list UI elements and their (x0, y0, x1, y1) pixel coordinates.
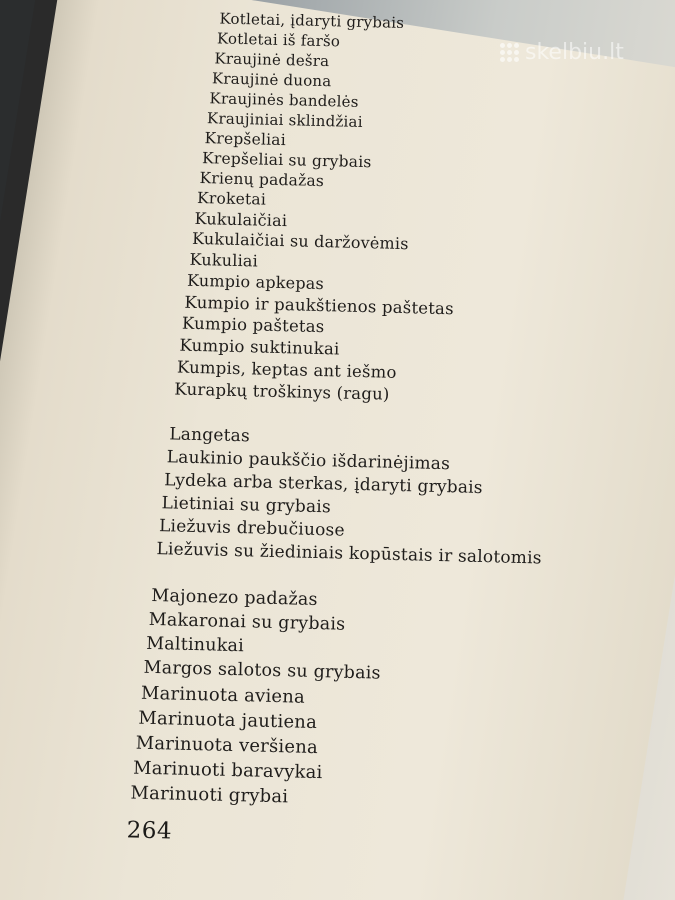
index-entry: Kraujinė dešra (214, 49, 330, 71)
index-entry: Marinuoti baravykai (132, 757, 323, 784)
index-entry: Kumpio ir paukštienos paštetas (184, 292, 455, 319)
index-entry: Kukuliai (189, 249, 259, 271)
index-entry: Kurapkų troškinys (ragu) (174, 379, 390, 404)
index-entry: Marinuota veršiena (135, 732, 319, 759)
index-entry: Laukinio paukščio išdarinėjimas (166, 447, 451, 475)
index-entry: Krienų padažas (199, 169, 325, 191)
index-entry: Maltinukai (145, 633, 245, 657)
index-entry: Liežuvis drebučiuose (158, 516, 345, 541)
index-entry: Kumpio apkepas (186, 270, 325, 294)
index-entry: Marinuota aviena (140, 682, 306, 708)
index-entry: Kumpio suktinukai (179, 335, 340, 359)
index-entry: Kukulaičiai (194, 208, 288, 231)
index-entry: Kumpio paštetas (181, 313, 325, 337)
index-entry: Kotletai, įdaryti grybais (219, 9, 405, 32)
index-entry: Liežuvis su žiediniais kopūstais ir salotomis (156, 539, 542, 569)
index-entry: Margos salotos su grybais (143, 657, 381, 684)
index-entry: Marinuoti grybai (130, 782, 289, 808)
index-entry: Kotletai iš faršo (216, 29, 341, 51)
index-entry: Krepšeliai (204, 129, 287, 150)
index-entry: Marinuota jautiena (138, 707, 318, 734)
index-entry: Kumpis, keptas ant iešmo (176, 357, 397, 382)
index-entry: Krepšeliai su grybais (201, 149, 372, 172)
index-entry: Kraujinės bandelės (209, 89, 359, 111)
index-entry: Kraujinė duona (211, 69, 332, 91)
index-entry: Kroketai (196, 188, 267, 209)
watermark-text: skelbiu.lt (525, 40, 624, 65)
index-entry: Lydeka arba sterkas, įdaryti grybais (163, 470, 483, 499)
index-entry: Kukulaičiai su daržovėmis (191, 228, 409, 254)
index-entry: Lietiniai su grybais (161, 493, 332, 518)
index-entry: Kraujiniai sklindžiai (206, 109, 363, 131)
index-entry: Langetas (169, 424, 251, 447)
index-entry: Majonezo padažas (151, 585, 318, 611)
index-entry: Makaronai su grybais (148, 609, 346, 635)
page-number: 264 (126, 817, 173, 845)
